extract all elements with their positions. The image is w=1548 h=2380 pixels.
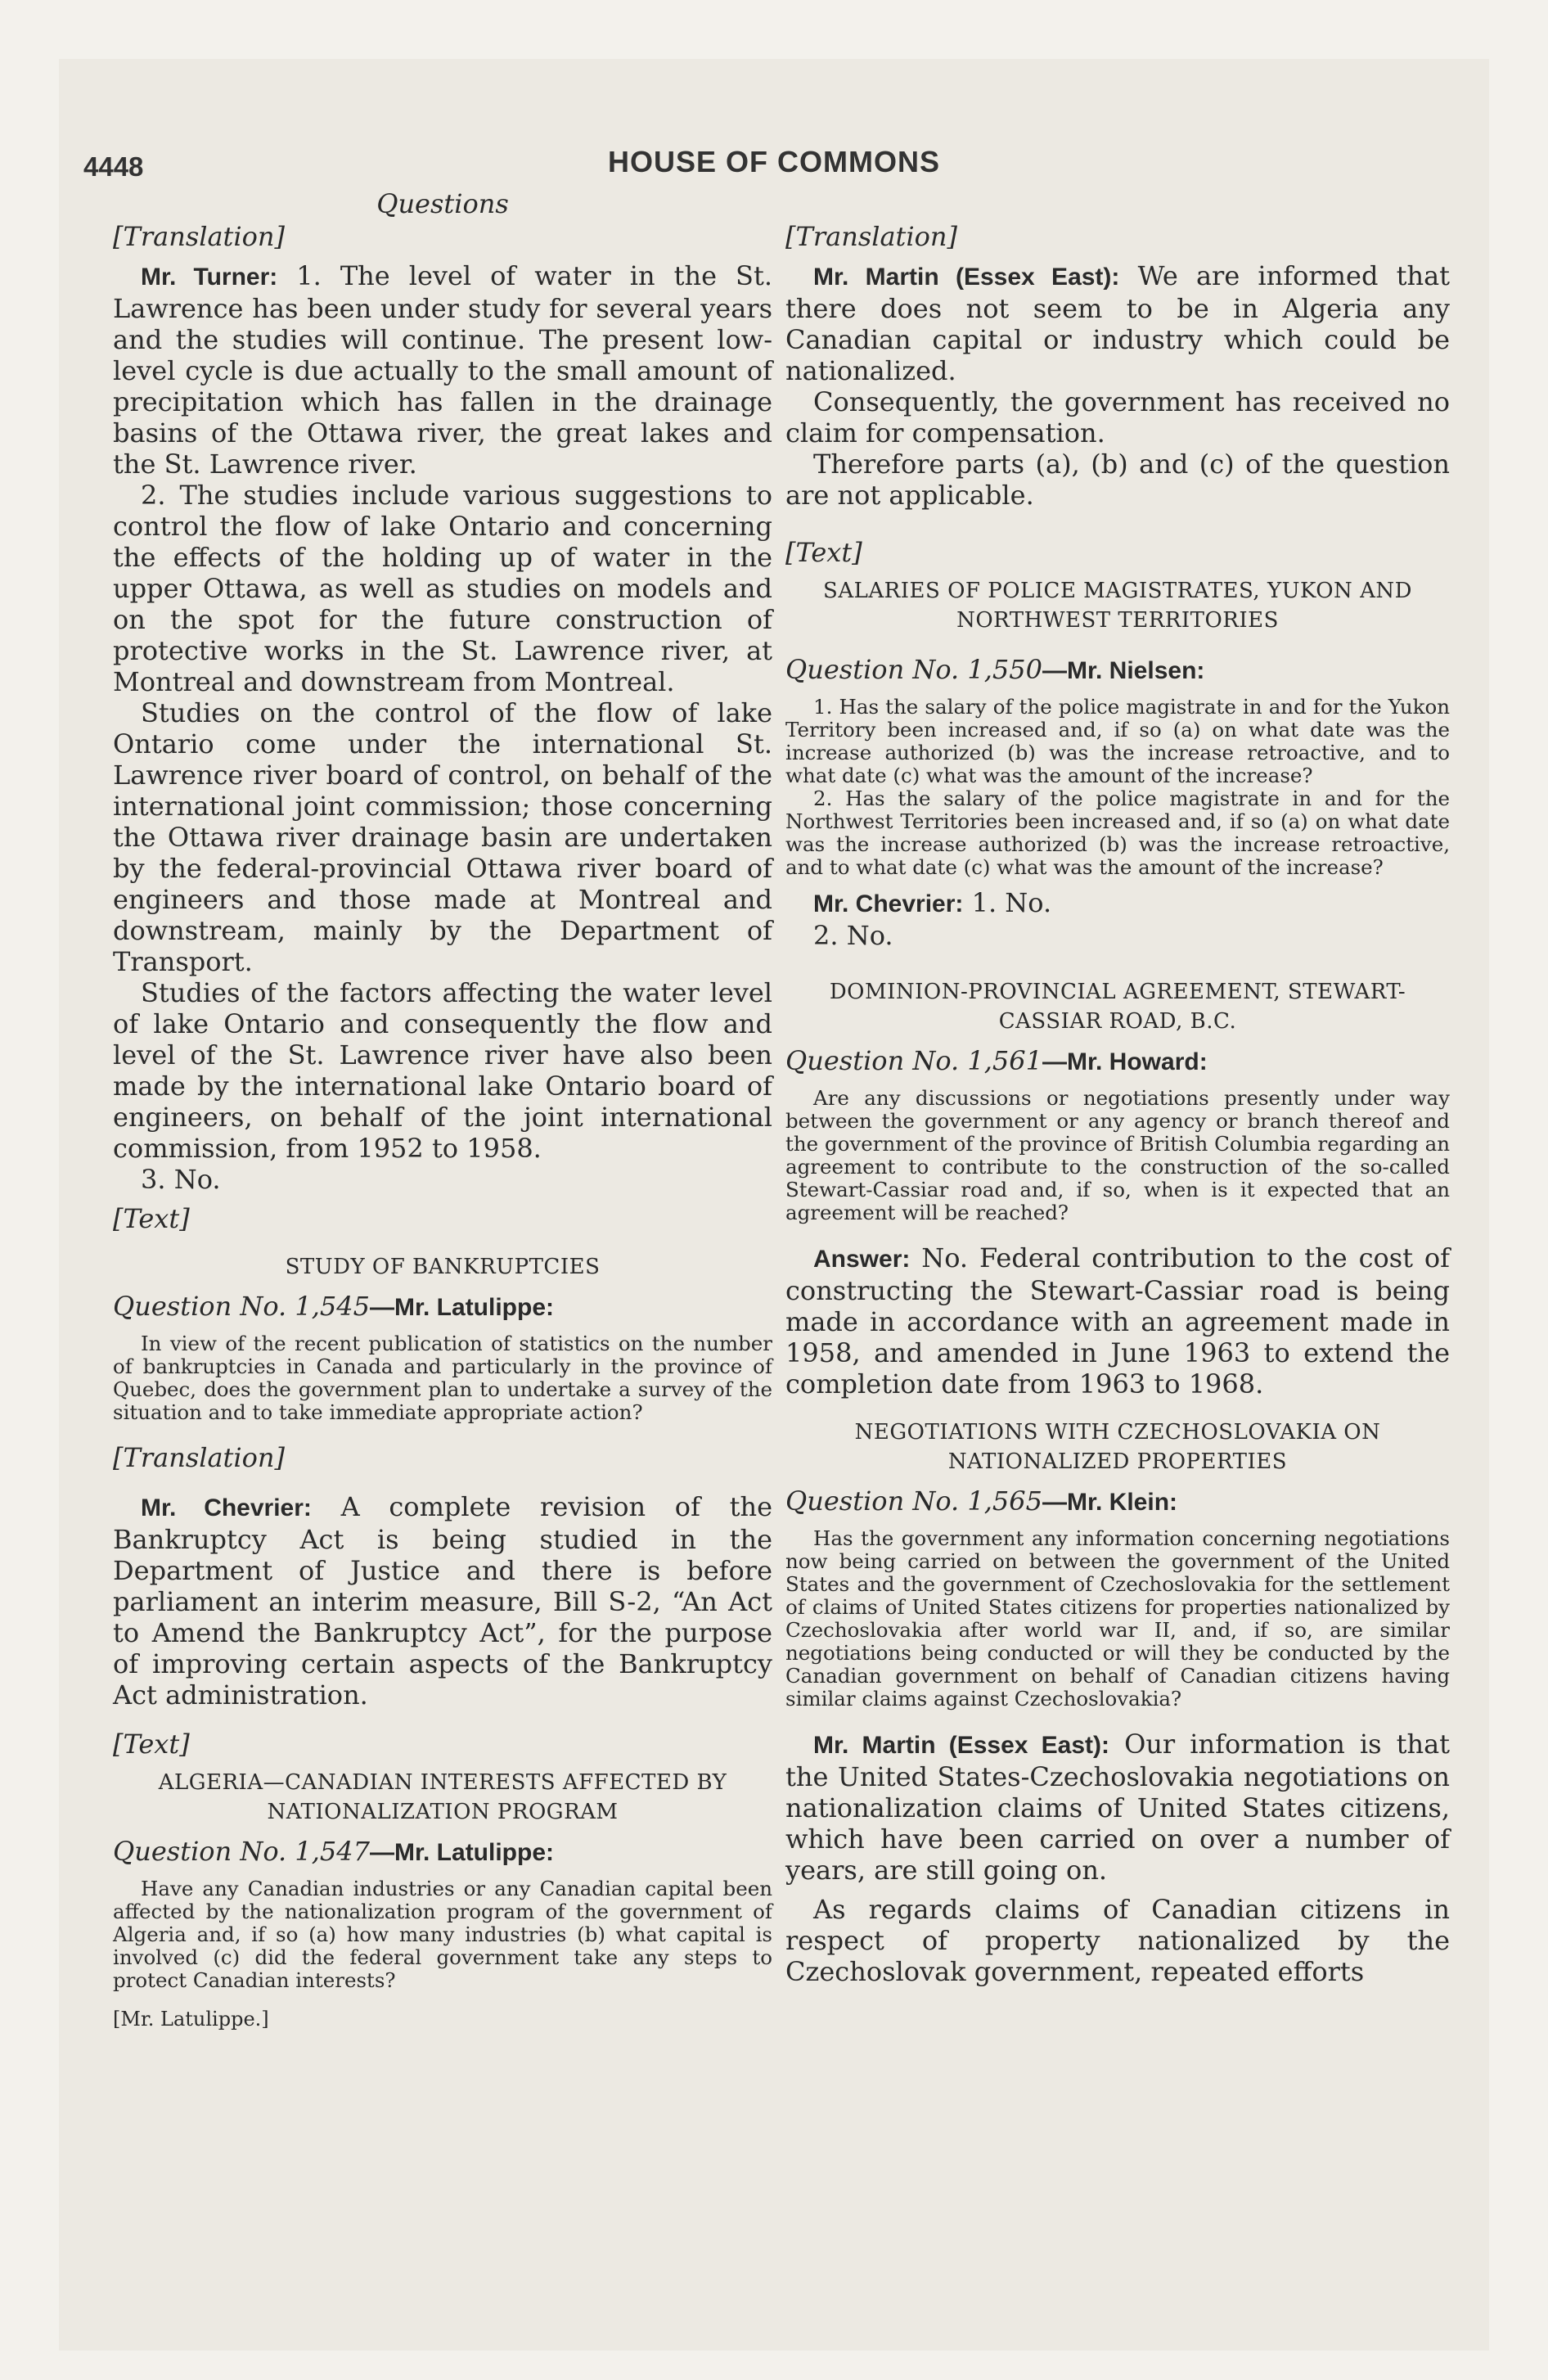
question-text: In view of the recent publication of statistics on the number of bankruptcies in Canada and particularly in the province of Quebec, does the government plan to undertake a survey of the situation and to take immediate appropriate action? <box>113 1332 772 1424</box>
section-heading-line-2: NORTHWEST TERRITORIES <box>956 608 1279 633</box>
translation-tag: [Translation] <box>113 1442 285 1473</box>
turner-answer-2: 2. The studies include various suggestions to control the flow of lake Ontario and concerning the effects of the holding up of water in the upper Ottawa, as well as studies on models and on the spot for the future construction of protective works in the St. Lawrence river, at Montreal and downstream from Montreal. <box>113 480 772 697</box>
text-tag: [Text] <box>113 1729 190 1760</box>
answer-paragraph: Answer: No. Federal contribution to the cost of constructing the Stewart-Cassiar road is being made in accordance with an agreement made in 1958, and amended in June 1963 to extend the completion date from 1963 to 1968. <box>785 1242 1451 1400</box>
speaker-name: Mr. Chevrier: <box>813 890 964 917</box>
section-heading-line-2: CASSIAR ROAD, B.C. <box>998 1009 1237 1034</box>
section-heading: STUDY OF BANKRUPTCIES <box>285 1255 601 1279</box>
page <box>59 59 1489 2351</box>
turner-answer-1: Mr. Turner: 1. The level of water in the St. Lawrence has been under study for several years and the studies will continue. The present low-level cycle is due actually to the small amount of precipitation which has fallen in the drainage basins of the Ottawa river, the great lakes and the St. Lawrence river. <box>113 260 772 480</box>
section-heading: ALGERIA—CANADIAN INTERESTS AFFECTED BY <box>158 1770 727 1795</box>
turner-answer-3: Studies on the control of the flow of lake Ontario come under the international St. Lawrence river board of control, on behalf of the international joint commission; those concerning the Ottawa river drainage basin are undertaken by the federal-provincial Ottawa river board of engineers and those made at Montreal and downstream, mainly by the Department of Transport. <box>113 697 772 977</box>
martin-answer-4: Mr. Martin (Essex East): Our information is that the United States-Czechoslovakia negotiations on nationalization claims of United States citizens, which have been carried on over a number of years, are still going on. <box>785 1729 1451 1886</box>
speaker-signature: [Mr. Latulippe.] <box>113 2008 269 2031</box>
section-heading: NEGOTIATIONS WITH CZECHOSLOVAKIA ON <box>854 1420 1381 1445</box>
page-number: 4448 <box>83 151 144 182</box>
question-heading: Question No. 1,547—Mr. Latulippe: <box>113 1836 554 1867</box>
section-heading-line-2: NATIONALIZATION PROGRAM <box>267 1800 619 1824</box>
question-text: Has the government any information concerning negotiations now being carried on between the government of the United States and the government of Czechoslovakia for the settlement of claims of United States citizens for properties nationalized by Czechoslovakia after world war II, and, if so, are similar negotiations being conducted or will they be conducted by the Canadian government on behalf of Canadian citizens having similar claims against Czechoslovakia? <box>785 1526 1450 1711</box>
speaker-name: Mr. Martin (Essex East): <box>813 264 1120 291</box>
question-text: Have any Canadian industries or any Canadian capital been affected by the nationalization program of the government of Algeria and, if so (a) how many industries (b) what capital is involved (c) did the federal government take any steps to protect Canadian interests? <box>113 1877 772 1992</box>
running-head: HOUSE OF COMMONS <box>607 145 940 178</box>
martin-answer-3: Therefore parts (a), (b) and (c) of the question are not applicable. <box>785 449 1450 511</box>
section-heading: DOMINION-PROVINCIAL AGREEMENT, STEWART- <box>829 980 1406 1004</box>
page-header <box>59 145 1489 194</box>
turner-answer-5: 3. No. <box>141 1164 221 1195</box>
question-heading: Question No. 1,545—Mr. Latulippe: <box>113 1291 554 1322</box>
martin-answer-5: As regards claims of Canadian citizens in respect of property nationalized by the Czechoslovak government, repeated efforts <box>785 1894 1450 1987</box>
right-column <box>785 188 1450 1987</box>
chevrier-answer: Mr. Chevrier: A complete revision of the Bankruptcy Act is being studied in the Department of Justice and there is before parliament an interim measure, Bill S-2, “An Act to Amend the Bankruptcy Act”, for the purpose of improving certain aspects of the Bankruptcy Act administration. <box>113 1491 772 1711</box>
questions-heading: Questions <box>376 188 509 219</box>
section-heading-line-2: NATIONALIZED PROPERTIES <box>947 1449 1288 1474</box>
text-tag: [Text] <box>113 1203 190 1234</box>
martin-answer-1: Mr. Martin (Essex East): We are informed that there does not seem to be in Algeria any Canadian capital or industry which could be nationalized. <box>785 260 1451 386</box>
turner-answer-4: Studies of the factors affecting the water level of lake Ontario and consequently the flow and level of the St. Lawrence river have also been made by the international lake Ontario board of engineers, on behalf of the joint international commission, from 1952 to 1958. <box>113 977 772 1164</box>
question-text: 1. Has the salary of the police magistrate in and for the Yukon Territory been increased and, if so (a) on what date was the increase authorized (b) was the increase retroactive, and to what date (c) what was the amount of the increase? <box>785 695 1450 787</box>
left-column <box>113 188 772 2031</box>
speaker-name: Mr. Turner: <box>141 264 278 291</box>
speaker-name: Mr. Martin (Essex East): <box>813 1732 1110 1759</box>
chevrier-answer-2: 2. No. <box>813 920 893 951</box>
speaker-name: Mr. Chevrier: <box>141 1494 312 1521</box>
question-text: 2. Has the salary of the police magistrate in and for the Northwest Territories been increased and, if so (a) on what date was the increase authorized (b) was the increase retroactive, and to what date (c) what was the amount of the increase? <box>785 787 1450 879</box>
question-heading: Question No. 1,561—Mr. Howard: <box>785 1045 1208 1076</box>
section-heading: SALARIES OF POLICE MAGISTRATES, YUKON AND <box>823 579 1412 603</box>
question-text: Are any discussions or negotiations presently under way between the government or any agency or branch thereof and the government of the province of British Columbia regarding an agreement to contribute to the construction of the so-called Stewart-Cassiar road and, if so, when is it expected that an agreement will be reached? <box>785 1086 1450 1224</box>
question-heading: Question No. 1,550—Mr. Nielsen: <box>785 654 1205 685</box>
translation-tag: [Translation] <box>113 221 285 252</box>
martin-answer-2: Consequently, the government has received no claim for compensation. <box>785 386 1450 449</box>
chevrier-answer: Mr. Chevrier: 1. No. <box>813 887 1052 918</box>
question-heading: Question No. 1,565—Mr. Klein: <box>785 1485 1178 1517</box>
speaker-name: Answer: <box>813 1246 911 1273</box>
text-tag: [Text] <box>785 537 862 568</box>
translation-tag: [Translation] <box>785 221 957 252</box>
